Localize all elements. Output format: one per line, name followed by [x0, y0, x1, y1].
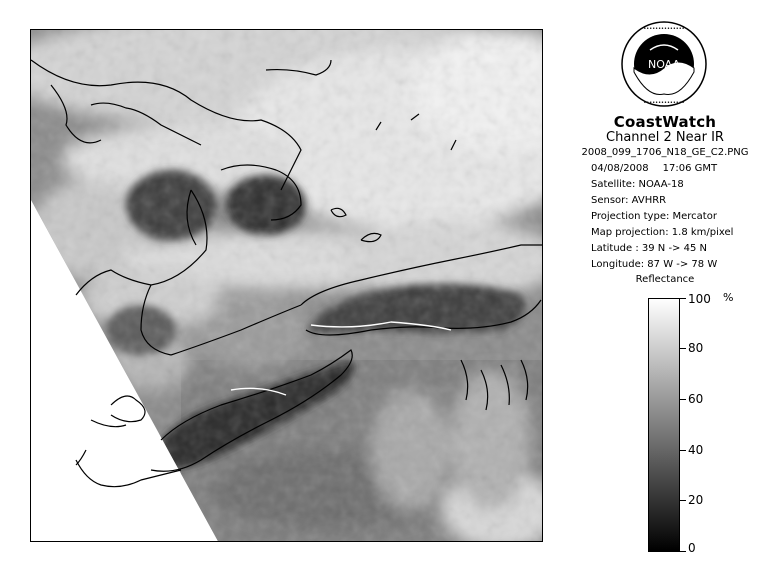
- time-text: 17:06 GMT: [662, 163, 718, 174]
- svg-text:••••••••••••••: ••••••••••••••: [643, 26, 685, 32]
- sensor-text: Sensor: AVHRR: [591, 195, 667, 206]
- logo-label: NOAA: [647, 58, 681, 71]
- brand-title: CoastWatch: [613, 113, 717, 131]
- satellite-image: [30, 29, 543, 542]
- scale-label-100: 100: [688, 292, 711, 306]
- scale-tick: [680, 450, 686, 451]
- legend-title: Reflectance: [635, 274, 695, 285]
- scale-tick: [680, 551, 686, 552]
- longitude-text: Longitude: 87 W -> 78 W: [591, 259, 718, 270]
- date-text: 04/08/2008: [591, 163, 649, 174]
- scale-label-60: 60: [688, 392, 704, 406]
- svg-text:••••••••••••••: ••••••••••••••: [643, 100, 685, 106]
- scale-tick: [680, 298, 686, 299]
- satellite-text: Satellite: NOAA-18: [591, 179, 684, 190]
- scale-label-40: 40: [688, 443, 704, 457]
- projection-type-text: Projection type: Mercator: [591, 211, 717, 222]
- date-time: [591, 163, 717, 174]
- reflectance-color-scale: [648, 298, 680, 552]
- scale-tick: [680, 500, 686, 501]
- map-projection-text: Map projection: 1.8 km/pixel: [591, 227, 734, 238]
- reflectance-map: [31, 30, 543, 542]
- scale-label-80: 80: [688, 341, 704, 355]
- channel-subtitle: Channel 2 Near IR: [606, 130, 724, 145]
- noaa-logo: [620, 20, 708, 108]
- file-name: 2008_099_1706_N18_GE_C2.PNG: [581, 147, 749, 158]
- scale-label-0: 0: [688, 541, 696, 555]
- latitude-text: Latitude : 39 N -> 45 N: [591, 243, 707, 254]
- scale-tick: [680, 348, 686, 349]
- legend-unit: %: [723, 291, 734, 304]
- scale-tick: [680, 399, 686, 400]
- scale-label-20: 20: [688, 493, 704, 507]
